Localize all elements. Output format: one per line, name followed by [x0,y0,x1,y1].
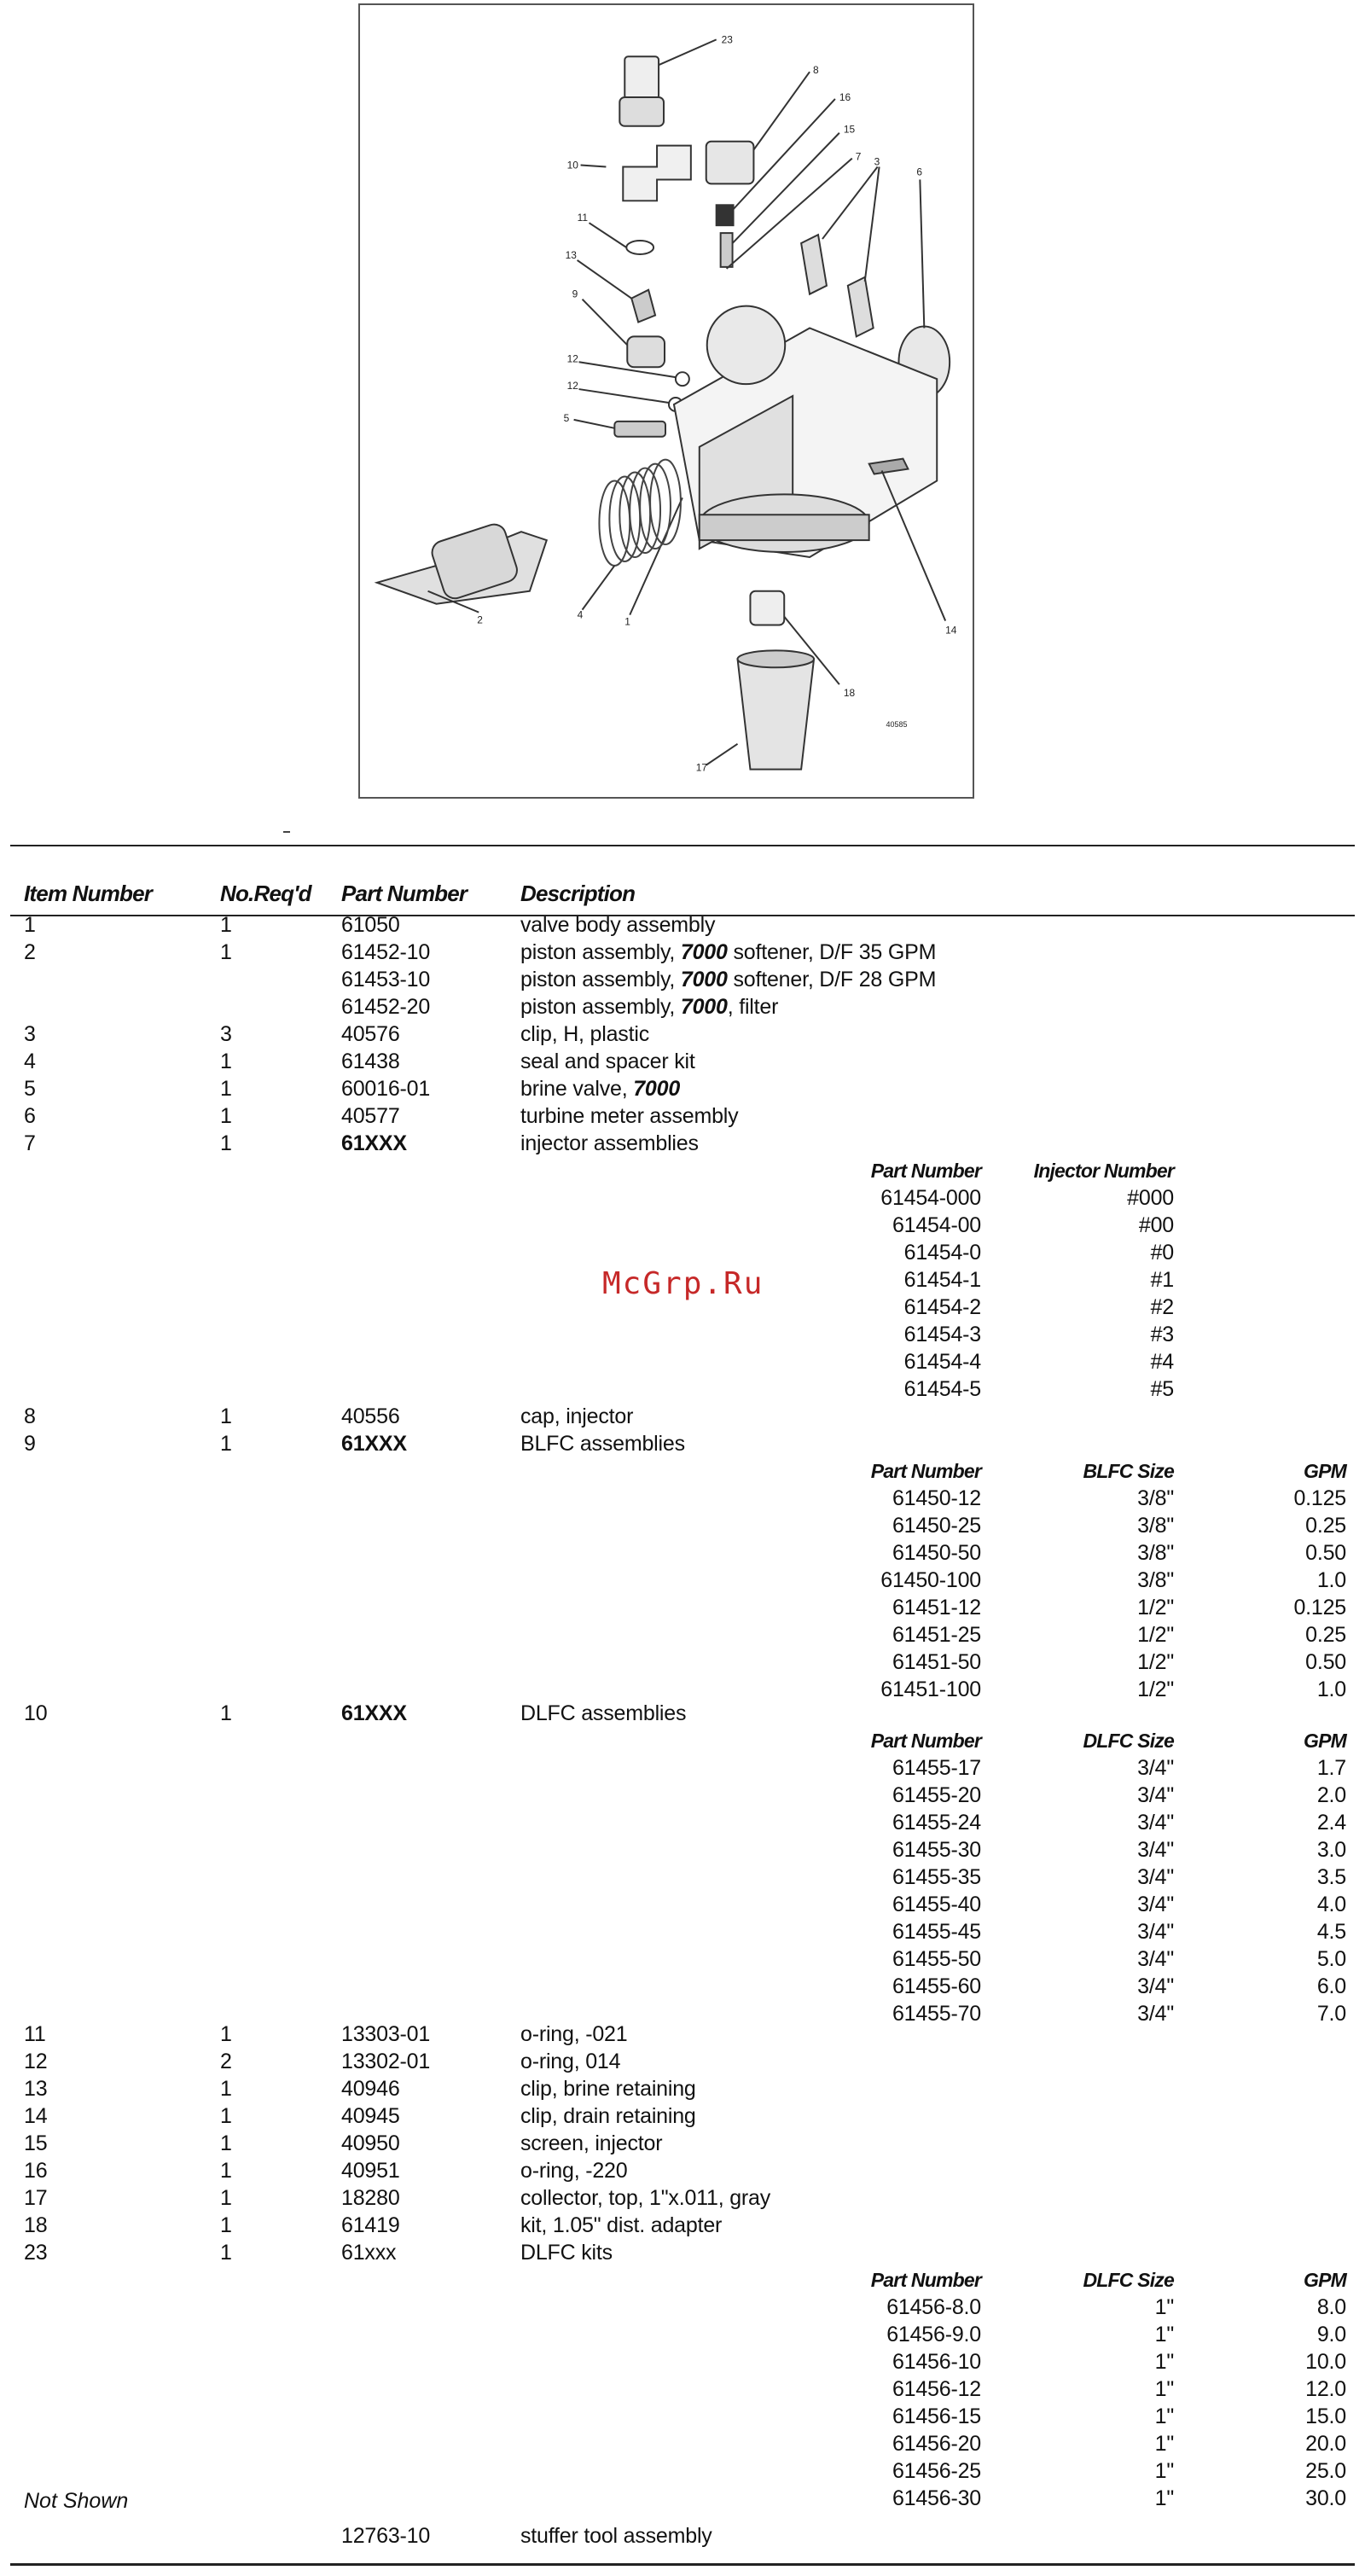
qty-required: 1 [220,2241,232,2265]
watermark: McGrp.Ru [602,1266,764,1301]
gpm-value: 8.0 [1316,2295,1346,2319]
item-number: 14 [24,2104,48,2128]
description: BLFC assemblies [520,1432,685,1456]
divider-dash [283,831,290,833]
description: turbine meter assembly [520,1104,739,1128]
callout-label: 3 [874,155,880,168]
exploded-view-figure [358,3,974,799]
injector-number: #00 [1138,1213,1174,1237]
dlfc-size: 1" [1154,2459,1174,2483]
dlfc-size: 1" [1154,2432,1174,2456]
item-number: 16 [24,2159,48,2183]
description [520,993,778,1021]
description: cap, injector [520,1404,634,1428]
callout-label: 14 [945,624,957,637]
gpm-value: 12.0 [1305,2377,1346,2401]
part-number: 61454-00 [892,1213,981,1237]
part-number: 61450-100 [880,1568,981,1592]
dlfc-size: 1" [1154,2295,1174,2319]
dlfc-size: 1" [1154,2404,1174,2428]
dlfc-size: 3/4" [1137,1947,1174,1971]
item-number: 2 [24,940,36,964]
description: o-ring, -220 [520,2159,628,2183]
gpm-value: 9.0 [1316,2323,1346,2346]
qty-required: 1 [220,1131,232,1155]
part-number: 61050 [341,913,400,937]
dlfc-size: 3/4" [1137,1783,1174,1807]
header-part-number: Part Number [341,881,468,906]
table-top-rule [10,845,1355,846]
part-number: 40577 [341,1104,400,1128]
subtable-header-part-number: Part Number [870,2269,981,2291]
gpm-value: 1.0 [1316,1568,1346,1592]
part-number: 61451-50 [892,1650,981,1674]
gpm-value: 6.0 [1316,1974,1346,1998]
part-number: 61454-000 [880,1186,981,1210]
part-number: 61455-45 [892,1920,981,1944]
description-text: piston assembly, [520,940,681,964]
dlfc-size: 3/4" [1137,1756,1174,1780]
part-number: 61450-25 [892,1514,981,1538]
part-number: 61454-3 [903,1323,981,1346]
blfc-size: 3/8" [1137,1541,1174,1565]
qty-required: 1 [220,1104,232,1128]
qty-required: 3 [220,1022,232,1046]
figure-code: 40585 [886,719,908,729]
description: stuffer tool assembly [520,2524,712,2548]
gpm-value: 20.0 [1305,2432,1346,2456]
part-number: 61455-40 [892,1893,981,1916]
part-number: 61454-1 [903,1268,981,1292]
part-number: 61454-0 [903,1241,981,1265]
part-number: 61453-10 [341,968,431,991]
gpm-value: 0.25 [1305,1623,1346,1647]
dlfc-size: 3/4" [1137,1838,1174,1862]
part-number: 61452-10 [341,940,431,964]
model-number: 7000 [633,1077,681,1101]
blfc-size: 1/2" [1137,1623,1174,1647]
part-number: 40556 [341,1404,400,1428]
qty-required: 1 [220,1701,232,1725]
item-number: 8 [24,1404,36,1428]
gpm-value: 10.0 [1305,2350,1346,2374]
description-text: softener, D/F 28 GPM [727,968,937,991]
item-number: 3 [24,1022,36,1046]
injector-number: #1 [1150,1268,1174,1292]
description: screen, injector [520,2131,663,2155]
description: clip, brine retaining [520,2077,696,2101]
part-number: 61455-50 [892,1947,981,1971]
gpm-value: 4.0 [1316,1893,1346,1916]
item-number: 13 [24,2077,48,2101]
gpm-value: 0.25 [1305,1514,1346,1538]
table-bottom-rule [10,2563,1355,2566]
dlfc-size: 1" [1154,2323,1174,2346]
callout-label: 13 [565,248,577,261]
callout-label: 1 [624,615,630,628]
callout-label: 12 [566,352,578,365]
header-item-number: Item Number [24,881,153,906]
gpm-value: 4.5 [1316,1920,1346,1944]
gpm-value: 7.0 [1316,2002,1346,2026]
callout-label: 9 [572,288,578,300]
subtable-header-dlfc-size: DLFC Size [1083,1730,1174,1752]
exploded-view-drawing [360,5,973,797]
injector-number: #3 [1150,1323,1174,1346]
dlfc-size: 3/4" [1137,1893,1174,1916]
part-number: 61455-35 [892,1865,981,1889]
subtable-header-part-number: Part Number [870,1730,981,1752]
part-number: 61456-12 [892,2377,981,2401]
description: clip, drain retaining [520,2104,696,2128]
callout-label: 12 [566,380,578,393]
part-number: 61456-8.0 [886,2295,981,2319]
part-number: 61XXX [341,1701,407,1725]
injector-number: #4 [1150,1350,1174,1374]
callout-label: 18 [843,687,856,700]
injector-number: #5 [1150,1377,1174,1401]
description: DLFC kits [520,2241,613,2265]
item-number: 11 [24,2022,46,2046]
part-number: 61456-15 [892,2404,981,2428]
description: injector assemblies [520,1131,699,1155]
not-shown-label: Not Shown [24,2489,129,2513]
qty-required: 1 [220,1404,232,1428]
blfc-size: 3/8" [1137,1486,1174,1510]
qty-required: 1 [220,2104,232,2128]
gpm-value: 3.5 [1316,1865,1346,1889]
qty-required: 1 [220,2159,232,2183]
subtable-header-part-number: Part Number [870,1460,981,1482]
gpm-value: 1.7 [1316,1756,1346,1780]
part-number: 40945 [341,2104,400,2128]
callout-label: 15 [843,123,856,136]
injector-number: #0 [1150,1241,1174,1265]
model-number: 7000 [680,968,728,991]
qty-required: 1 [220,1077,232,1101]
part-number: 61XXX [341,1131,407,1155]
callout-label: 7 [855,150,862,163]
qty-required: 1 [220,2186,232,2210]
subtable-header-gpm: GPM [1304,1460,1346,1482]
description [520,1075,680,1102]
injector-number: #000 [1127,1186,1174,1210]
description [520,966,936,993]
gpm-value: 2.0 [1316,1783,1346,1807]
item-number: 18 [24,2213,48,2237]
part-number: 40950 [341,2131,400,2155]
qty-required: 1 [220,2213,232,2237]
part-number: 61438 [341,1050,400,1073]
item-number: 6 [24,1104,36,1128]
item-number: 5 [24,1077,36,1101]
dlfc-size: 1" [1154,2486,1174,2510]
gpm-value: 0.125 [1293,1596,1346,1619]
description-text: piston assembly, [520,995,681,1019]
qty-required: 1 [220,1432,232,1456]
subtable-header-injector-number: Injector Number [1033,1160,1174,1182]
callout-label: 11 [577,212,588,224]
description: clip, H, plastic [520,1022,650,1046]
part-number: 61454-2 [903,1295,981,1319]
qty-required: 1 [220,2022,232,2046]
part-number: 61454-4 [903,1350,981,1374]
header-description: Description [520,881,636,906]
gpm-value: 30.0 [1305,2486,1346,2510]
dlfc-size: 1" [1154,2350,1174,2374]
part-number: 61455-20 [892,1783,981,1807]
dlfc-size: 1" [1154,2377,1174,2401]
part-number: 61455-24 [892,1811,981,1835]
item-number: 15 [24,2131,48,2155]
gpm-value: 25.0 [1305,2459,1346,2483]
blfc-size: 1/2" [1137,1650,1174,1674]
gpm-value: 2.4 [1316,1811,1346,1835]
part-number: 61451-12 [892,1596,981,1619]
part-number: 61454-5 [903,1377,981,1401]
gpm-value: 3.0 [1316,1838,1346,1862]
dlfc-size: 3/4" [1137,1920,1174,1944]
model-number: 7000 [680,995,728,1019]
blfc-size: 1/2" [1137,1678,1174,1701]
subtable-header-dlfc-size: DLFC Size [1083,2269,1174,2291]
part-number: 61456-25 [892,2459,981,2483]
item-number: 17 [24,2186,48,2210]
gpm-value: 0.125 [1293,1486,1346,1510]
subtable-header-gpm: GPM [1304,2269,1346,2291]
description: o-ring, -021 [520,2022,628,2046]
part-number: 61450-50 [892,1541,981,1565]
callout-label: 17 [695,761,708,774]
part-number: 61456-9.0 [886,2323,981,2346]
part-number: 61456-20 [892,2432,981,2456]
part-number: 61XXX [341,1432,407,1456]
dlfc-size: 3/4" [1137,1974,1174,1998]
model-number: 7000 [680,940,728,964]
part-number: 61455-60 [892,1974,981,1998]
part-number: 61455-30 [892,1838,981,1862]
subtable-header-part-number: Part Number [870,1160,981,1182]
part-number: 61456-10 [892,2350,981,2374]
callout-label: 5 [563,411,570,424]
gpm-value: 15.0 [1305,2404,1346,2428]
gpm-value: 0.50 [1305,1541,1346,1565]
blfc-size: 3/8" [1137,1514,1174,1538]
qty-required: 2 [220,2050,232,2073]
qty-required: 1 [220,1050,232,1073]
item-number: 10 [24,1701,48,1725]
blfc-size: 3/8" [1137,1568,1174,1592]
qty-required: 1 [220,2077,232,2101]
part-number: 61455-17 [892,1756,981,1780]
item-number: 12 [24,2050,48,2073]
qty-required: 1 [220,2131,232,2155]
description: seal and spacer kit [520,1050,695,1073]
callout-label: 4 [577,608,584,621]
part-number: 61451-25 [892,1623,981,1647]
callout-label: 6 [916,166,923,178]
subtable-header-gpm: GPM [1304,1730,1346,1752]
part-number: 13302-01 [341,2050,431,2073]
gpm-value: 0.50 [1305,1650,1346,1674]
dlfc-size: 3/4" [1137,1811,1174,1835]
description-text: , filter [727,995,779,1019]
subtable-header-blfc-size: BLFC Size [1083,1460,1174,1482]
part-number: 12763-10 [341,2524,431,2548]
part-number: 40576 [341,1022,400,1046]
description-text: softener, D/F 35 GPM [727,940,937,964]
part-number: 61452-20 [341,995,431,1019]
part-number: 40946 [341,2077,400,2101]
description-text: brine valve, [520,1077,634,1101]
description-text: piston assembly, [520,968,681,991]
description: valve body assembly [520,913,716,937]
qty-required: 1 [220,940,232,964]
part-number: 18280 [341,2186,400,2210]
blfc-size: 1/2" [1137,1596,1174,1619]
description: kit, 1.05" dist. adapter [520,2213,723,2237]
gpm-value: 5.0 [1316,1947,1346,1971]
dlfc-size: 3/4" [1137,1865,1174,1889]
part-number: 61451-100 [880,1678,981,1701]
callout-label: 2 [477,613,483,626]
description: DLFC assemblies [520,1701,687,1725]
item-number: 7 [24,1131,36,1155]
part-number: 61455-70 [892,2002,981,2026]
part-number: 60016-01 [341,1077,431,1101]
gpm-value: 1.0 [1316,1678,1346,1701]
item-number: 9 [24,1432,36,1456]
callout-label: 10 [566,159,578,172]
callout-label: 16 [839,90,851,103]
qty-required: 1 [220,913,232,937]
callout-label: 23 [721,33,733,46]
part-number: 61xxx [341,2241,397,2265]
item-number: 4 [24,1050,36,1073]
part-number: 13303-01 [341,2022,431,2046]
part-number: 61419 [341,2213,400,2237]
item-number: 1 [24,913,36,937]
description: collector, top, 1"x.011, gray [520,2186,771,2210]
dlfc-size: 3/4" [1137,2002,1174,2026]
part-number: 61456-30 [892,2486,981,2510]
injector-number: #2 [1150,1295,1174,1319]
callout-label: 8 [813,64,819,77]
part-number: 61450-12 [892,1486,981,1510]
part-number: 40951 [341,2159,400,2183]
description: o-ring, 014 [520,2050,621,2073]
item-number: 23 [24,2241,48,2265]
header-no-reqd: No.Req'd [220,881,311,906]
description [520,939,936,966]
